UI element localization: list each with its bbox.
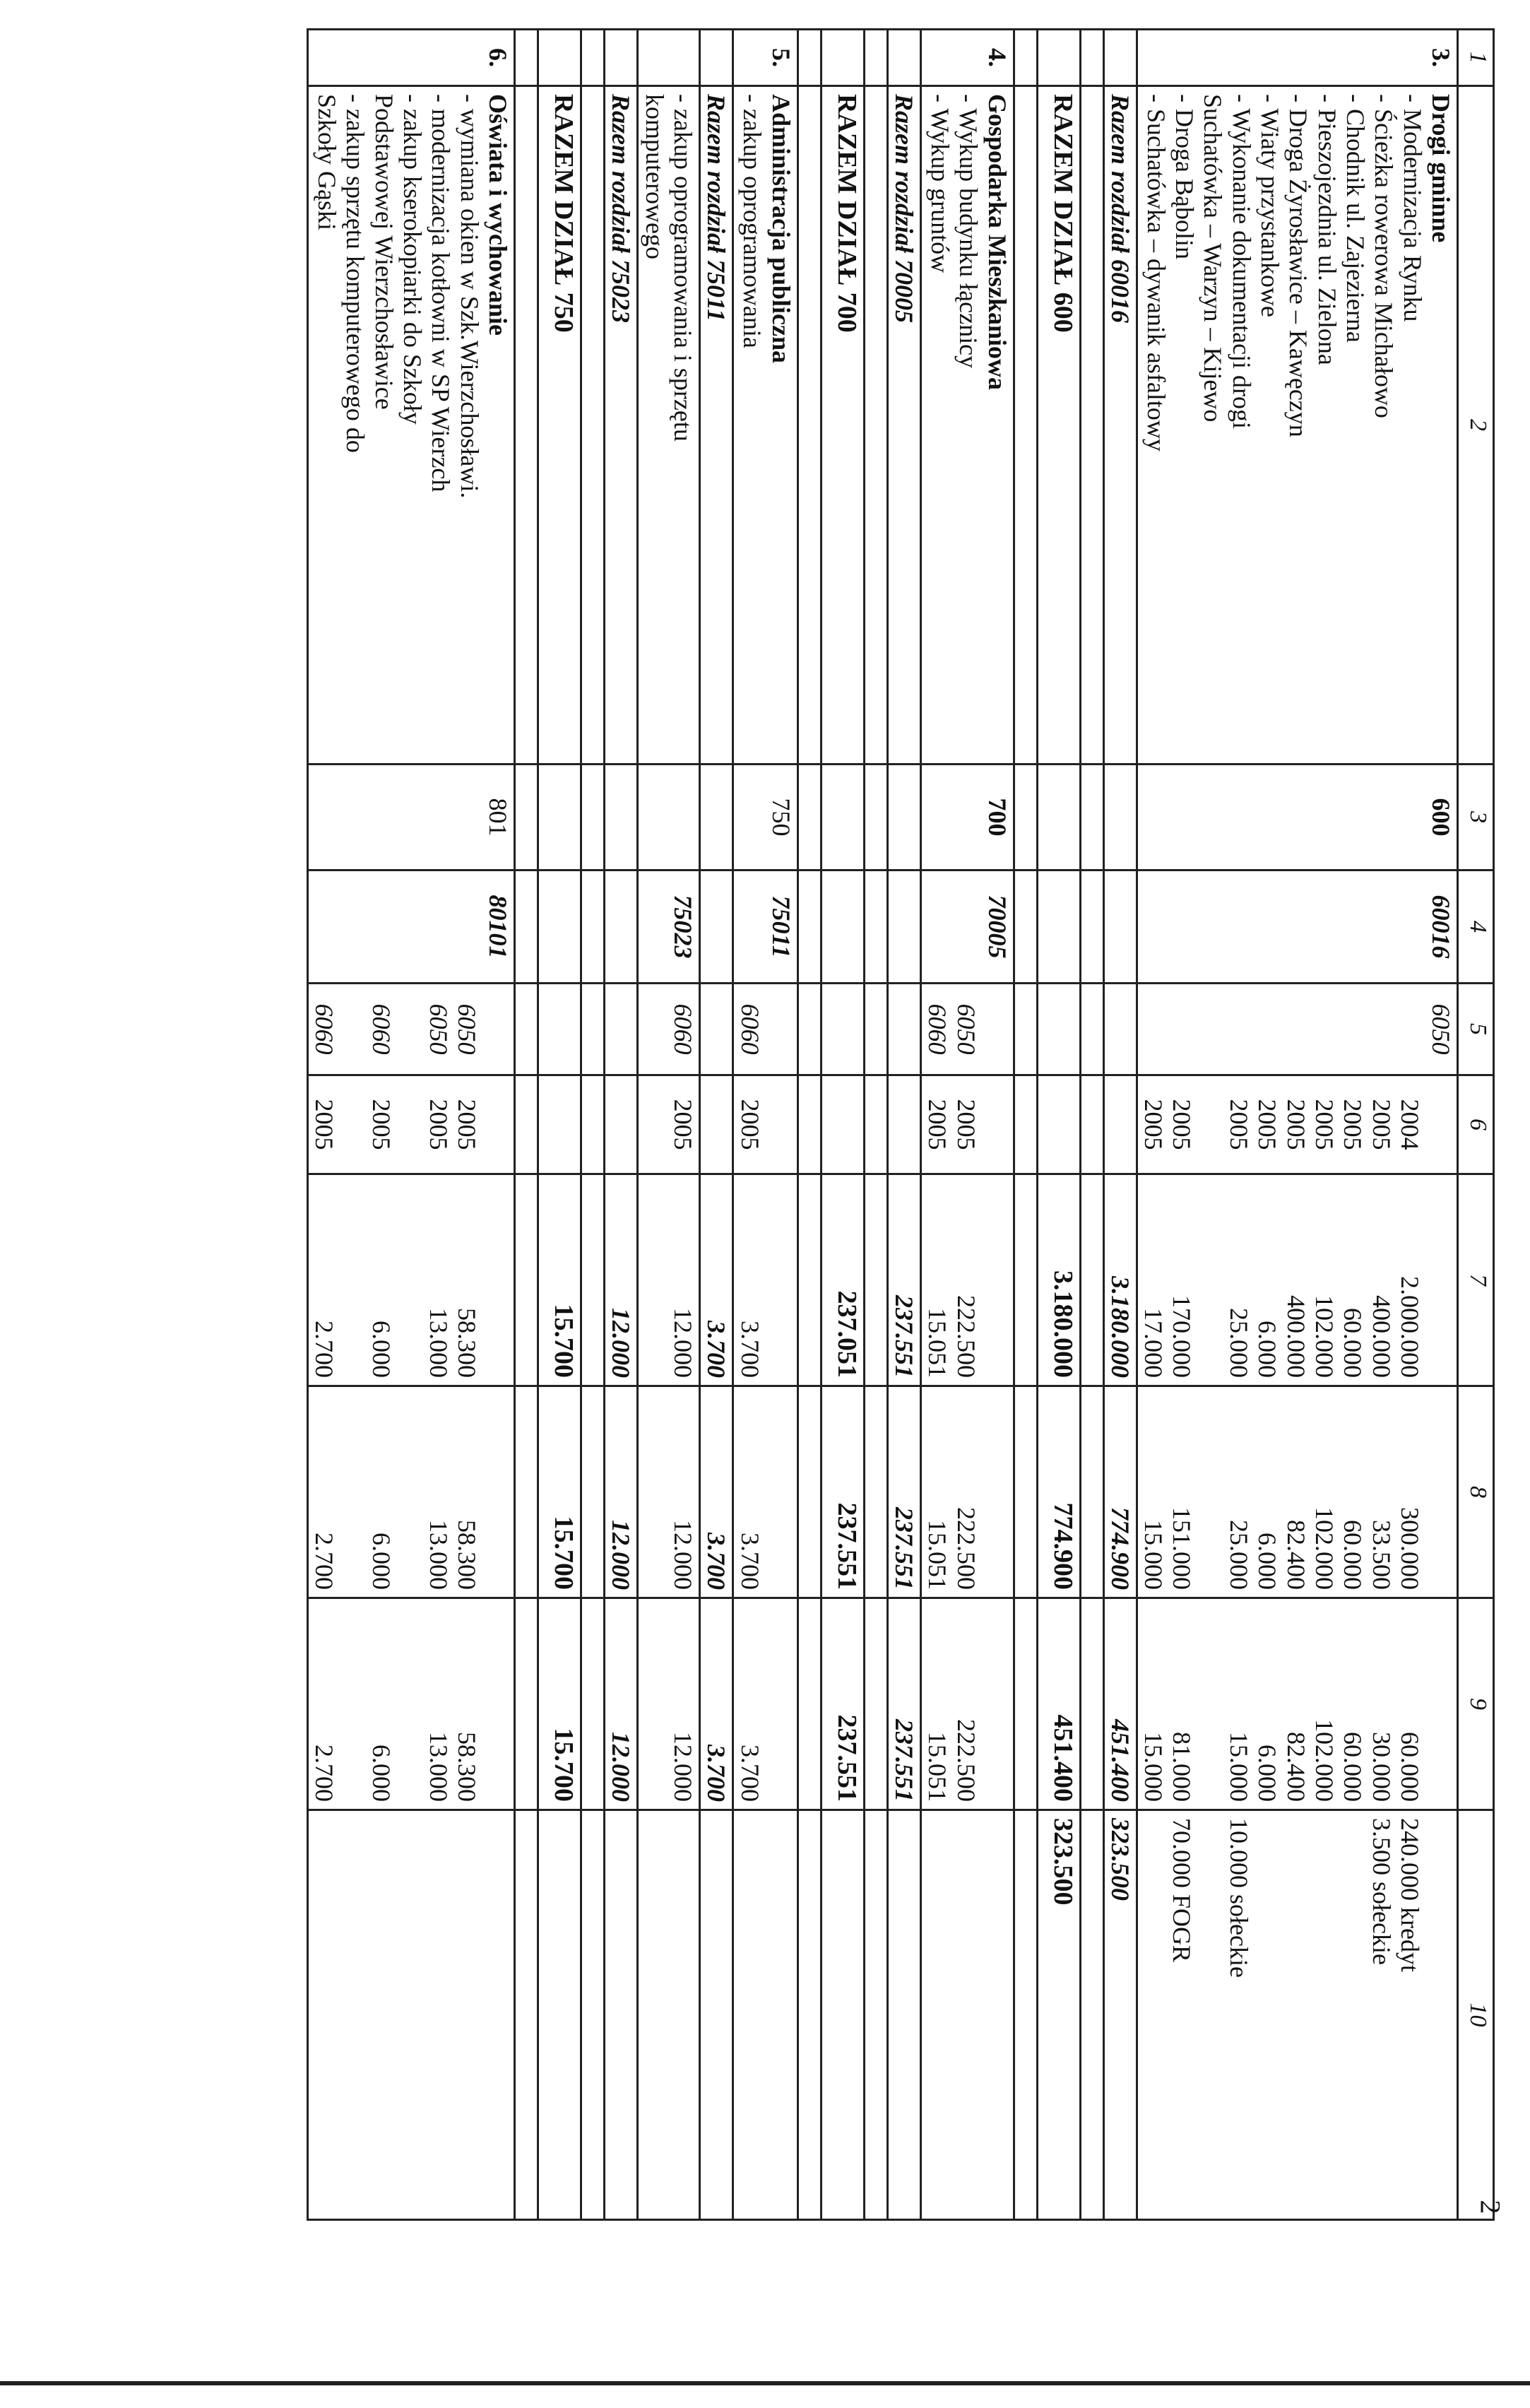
total-c7: 15.700 <box>538 1174 581 1386</box>
paragraf-code: 6050 6050 6060 6060 <box>308 984 515 1075</box>
section-row <box>308 30 515 2220</box>
total-row <box>1037 30 1080 2220</box>
section-title: Drogi gminne <box>1427 94 1455 243</box>
section-row <box>733 30 797 2220</box>
total-c7: 3.180.000 <box>1037 1174 1080 1386</box>
header-col-4: 4 <box>1458 870 1494 984</box>
subtotal-c7: 3.180.000 <box>1103 1174 1137 1386</box>
paragraf-code: 6050 <box>1137 984 1457 1075</box>
section-row <box>1137 30 1457 2220</box>
section-items: - Modernizacja Rynku - Ścieżka rowerowa Michałowo - Chodnik ul. Zajezierna - Pieszojezdnia ul. Zielona - Droga Żyrosławice – Kawęczyn - Wiaty przystankowe - Wykonanie dokumentacji drogi Suchatówka – Warzyn – Kijewo - Droga Bąbolin - Suchatówka – dywanik asfaltowy <box>1141 94 1427 452</box>
col9-values: 222.500 15.051 <box>920 1598 1014 1810</box>
section-number: 4. <box>920 30 1014 86</box>
col9-values: 58.300 13.000 6.000 2.700 <box>308 1598 515 1810</box>
col10-values <box>308 1810 515 2220</box>
subtotal-label: Razem rozdział 75011 <box>700 86 733 765</box>
section-items: - zakup oprogramowania <box>738 94 767 348</box>
total-label: RAZEM DZIAŁ 750 <box>538 86 581 765</box>
subtotal-c8: 12.000 <box>605 1386 638 1598</box>
spacer-row <box>515 30 538 2220</box>
subtotal-row <box>1103 30 1137 2220</box>
document-sheet <box>47 28 1495 2219</box>
col8-values: 3.700 <box>733 1386 797 1598</box>
total-row <box>538 30 581 2220</box>
total-label: RAZEM DZIAŁ 700 <box>821 86 864 765</box>
paragraf-code: 6050 6060 <box>920 984 1014 1075</box>
header-col-10: 10 <box>1458 1810 1494 2220</box>
year-values: 2005 <box>733 1075 797 1174</box>
subsection-items: - zakup oprogramowania i sprzętu komputerowego <box>638 86 700 765</box>
subtotal-c10 <box>605 1810 638 2220</box>
subtotal-c7: 3.700 <box>700 1174 733 1386</box>
header-col-7: 7 <box>1458 1174 1494 1386</box>
col9-values: 12.000 <box>638 1598 700 1810</box>
paragraf-code: 6060 <box>733 984 797 1075</box>
col7-values: 222.500 15.051 <box>920 1174 1014 1386</box>
subtotal-c10 <box>700 1810 733 2220</box>
section-items: - Wykup budynku łącznicy - Wykup gruntów <box>925 94 983 369</box>
col9-values: 3.700 <box>733 1598 797 1810</box>
header-col-1: 1 <box>1458 30 1494 86</box>
investment-table <box>307 28 1495 2221</box>
col10-values: 240.000 kredyt 3.500 sołeckie 10.000 sołeckie 70.000 FOGR <box>1137 1810 1457 2220</box>
header-row <box>1458 30 1494 2220</box>
total-c10: 323.500 <box>1037 1810 1080 2220</box>
section-number: 6. <box>308 30 515 86</box>
total-label: RAZEM DZIAŁ 600 <box>1037 86 1080 765</box>
spacer-row <box>864 30 887 2220</box>
subtotal-c8: 237.551 <box>887 1386 920 1598</box>
col7-values: 2.000.000 400.000 60.000 102.000 400.000 6.000 25.000 170.000 17.000 <box>1137 1174 1457 1386</box>
spacer-row <box>797 30 821 2220</box>
total-c8: 15.700 <box>538 1386 581 1598</box>
subtotal-row <box>887 30 920 2220</box>
subtotal-label: Razem rozdział 60016 <box>1103 86 1137 765</box>
total-c10 <box>821 1810 864 2220</box>
header-col-6: 6 <box>1458 1075 1494 1174</box>
col10-values <box>733 1810 797 2220</box>
total-c7: 237.051 <box>821 1174 864 1386</box>
year-values: 2005 <box>638 1075 700 1174</box>
rozdzial-code: 75011 <box>733 870 797 984</box>
col7-values: 58.300 13.000 6.000 2.700 <box>308 1174 515 1386</box>
col10-values <box>920 1810 1014 2220</box>
page-bottom-rule <box>0 2381 1530 2385</box>
col9-values: 60.000 30.000 60.000 102.000 82.400 6.000 15.000 81.000 15.000 <box>1137 1598 1457 1810</box>
header-col-3: 3 <box>1458 765 1494 870</box>
section-row <box>920 30 1014 2220</box>
total-c10 <box>538 1810 581 2220</box>
header-col-2: 2 <box>1458 86 1494 765</box>
col7-values: 12.000 <box>638 1174 700 1386</box>
dzial-code: 801 <box>308 765 515 870</box>
subtotal-label: Razem rozdział 70005 <box>887 86 920 765</box>
rozdzial-code: 75023 <box>638 870 700 984</box>
total-c8: 237.551 <box>821 1386 864 1598</box>
subtotal-c10 <box>887 1810 920 2220</box>
subtotal-c9: 3.700 <box>700 1598 733 1810</box>
dzial-code: 700 <box>920 765 1014 870</box>
header-col-9: 9 <box>1458 1598 1494 1810</box>
subtotal-c8: 774.900 <box>1103 1386 1137 1598</box>
header-col-8: 8 <box>1458 1386 1494 1598</box>
year-values: 2004 2005 2005 2005 2005 2005 2005 2005 2005 <box>1137 1075 1457 1174</box>
year-values: 2005 2005 <box>920 1075 1014 1174</box>
col8-values: 58.300 13.000 6.000 2.700 <box>308 1386 515 1598</box>
subtotal-c9: 451.400 <box>1103 1598 1137 1810</box>
col8-values: 300.000 33.500 60.000 102.000 82.400 6.000 25.000 151.000 15.000 <box>1137 1386 1457 1598</box>
subtotal-c7: 237.551 <box>887 1174 920 1386</box>
col8-values: 222.500 15.051 <box>920 1386 1014 1598</box>
subtotal-c8: 3.700 <box>700 1386 733 1598</box>
spacer-row <box>1080 30 1103 2220</box>
section-title: Administracja publiczna <box>766 94 795 364</box>
subtotal-c9: 237.551 <box>887 1598 920 1810</box>
paragraf-code: 6060 <box>638 984 700 1075</box>
rozdzial-code: 70005 <box>920 870 1014 984</box>
year-values: 2005 2005 2005 2005 <box>308 1075 515 1174</box>
subsection-row <box>638 30 700 2220</box>
total-c9: 237.551 <box>821 1598 864 1810</box>
section-title: Gospodarka Mieszkaniowa <box>983 94 1012 391</box>
col8-values: 12.000 <box>638 1386 700 1598</box>
col7-values: 3.700 <box>733 1174 797 1386</box>
subtotal-row <box>605 30 638 2220</box>
subtotal-c9: 12.000 <box>605 1598 638 1810</box>
total-c8: 774.900 <box>1037 1386 1080 1598</box>
total-c9: 15.700 <box>538 1598 581 1810</box>
dzial-code: 750 <box>733 765 797 870</box>
subtotal-row <box>700 30 733 2220</box>
rozdzial-code: 60016 <box>1137 870 1457 984</box>
subtotal-label: Razem rozdział 75023 <box>605 86 638 765</box>
section-number: 5. <box>733 30 797 86</box>
section-number: 3. <box>1137 30 1457 86</box>
section-title: Oświata i wychowanie <box>484 94 513 336</box>
spacer-row <box>581 30 605 2220</box>
spacer-row <box>1014 30 1037 2220</box>
section-items: - wymiana okien w Szk.Wierzchosławi. - modernizacja kotłowni w SP Wierzch - zakup kserokopiarki do Szkoły Podstawowej Wierzchosławice - zakup sprzętu komputerowego do Szkoły Gąski <box>313 94 484 499</box>
subtotal-c7: 12.000 <box>605 1174 638 1386</box>
rozdzial-code: 80101 <box>308 870 515 984</box>
dzial-code: 600 <box>1137 765 1457 870</box>
subtotal-c10: 323.500 <box>1103 1810 1137 2220</box>
page-number: 2 <box>1474 2200 1507 2214</box>
total-c9: 451.400 <box>1037 1598 1080 1810</box>
total-row <box>821 30 864 2220</box>
header-col-5: 5 <box>1458 984 1494 1075</box>
